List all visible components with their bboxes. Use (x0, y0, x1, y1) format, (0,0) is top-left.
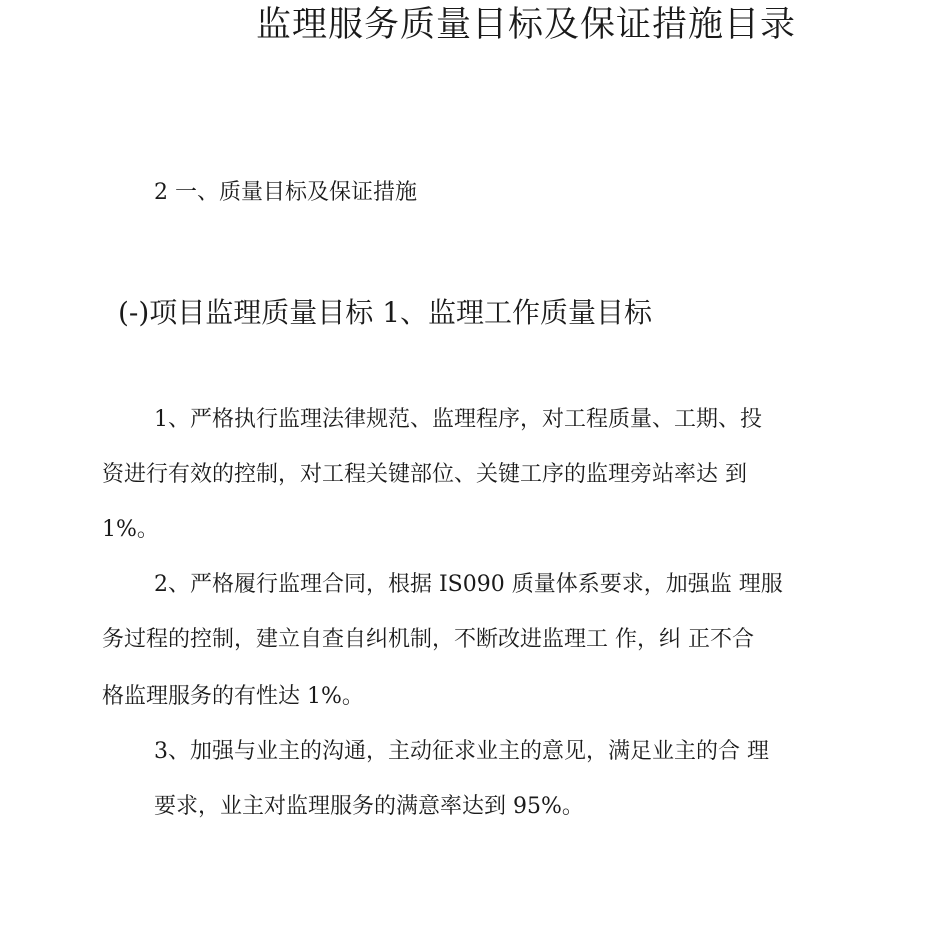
toc-entry: 2 一、质量目标及保证措施 (154, 180, 417, 205)
item-1-line-3: 1%。 (102, 517, 159, 542)
item-3-line-1: 3、加强与业主的沟通，主动征求业主的意见，满足业主的合 理 (154, 739, 769, 764)
item-3-line-2: 要求，业主对监理服务的满意率达到 95%。 (154, 794, 584, 819)
item-1-line-2: 资进行有效的控制，对工程关键部位、关键工序的监理旁站率达 到 (102, 462, 747, 487)
item-2-line-2: 务过程的控制，建立自查自纠机制，不断改进监理工 作，纠 正不合 (102, 627, 754, 652)
subsection-heading: (-)项目监理质量目标 1、监理工作质量目标 (118, 296, 653, 329)
item-2-line-1: 2、严格履行监理合同，根据 IS090 质量体系要求，加强监 理服 (154, 572, 783, 597)
document-title: 监理服务质量目标及保证措施目录 (256, 5, 797, 45)
item-2-line-3: 格监理服务的有性达 1%。 (102, 684, 364, 709)
item-1-line-1: 1、严格执行监理法律规范、监理程序，对工程质量、工期、投 (154, 407, 762, 432)
